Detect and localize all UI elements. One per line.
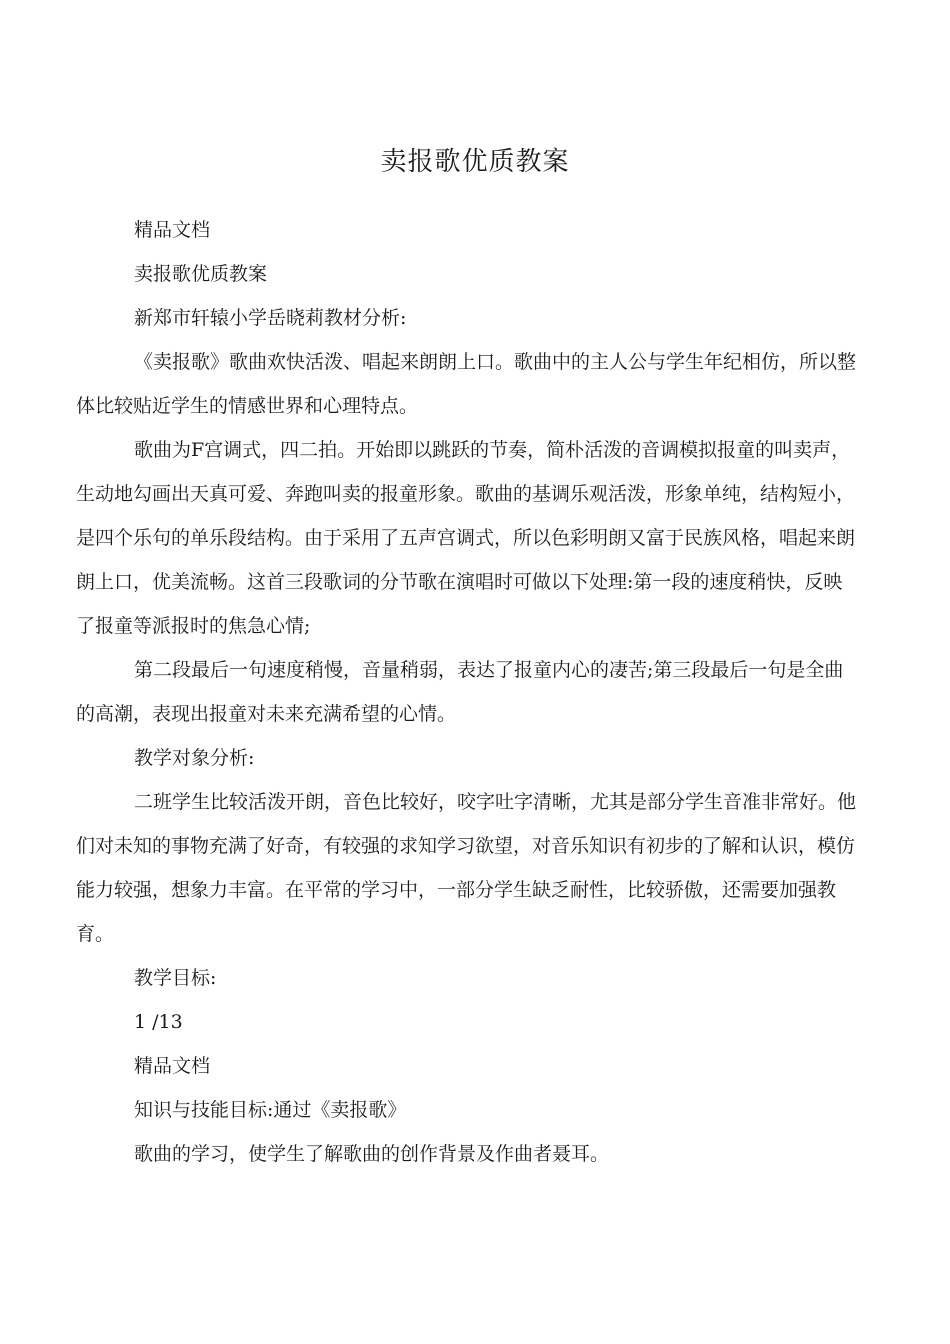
paragraph-skill-goal: 知识与技能目标:通过《卖报歌》 <box>134 1099 407 1121</box>
paragraph-header-label: 精品文档 <box>134 219 211 241</box>
paragraph-analysis: 歌曲为F宫调式，四二拍。开始即以跳跃的节奏，简朴活泼的音调模拟报童的叫卖声，生动地勾画出天真可爱、奔跑叫卖的报童形象。歌曲的基调乐观活泼，形象单纯，结构短小，是四个乐句的单乐段结构。由于采用了五声宫调式，所以色彩明朗又富于民族风格，唱起来朗朗上口，优美流畅。这首三段歌词的分节歌在演唱时可做以下处理:第一段的速度稍快，反映了报童等派报时的焦急心情; <box>76 439 856 637</box>
paragraph-goals-heading: 教学目标: <box>134 967 217 989</box>
paragraph-students: 二班学生比较活泼开朗，音色比较好，咬字吐字清晰，尤其是部分学生音准非常好。他们对未知的事物充满了好奇，有较强的求知学习欲望，对音乐知识有初步的了解和认识，模仿能力较强，想象力丰富。在平常的学习中，一部分学生缺乏耐性，比较骄傲，还需要加强教育。 <box>76 791 857 945</box>
page-number: 1 /13 <box>134 1011 183 1033</box>
paragraph-subtitle: 卖报歌优质教案 <box>134 263 268 285</box>
paragraph-analysis-cont: 第二段最后一句速度稍慢，音量稍弱，表达了报童内心的凄苦;第三段最后一句是全曲的高潮，表现出报童对未来充满希望的心情。 <box>76 659 844 725</box>
paragraph-skill-goal-cont: 歌曲的学习，使学生了解歌曲的创作背景及作曲者聂耳。 <box>134 1143 610 1165</box>
paragraph-students-heading: 教学对象分析: <box>134 747 255 769</box>
document-title: 卖报歌优质教案 <box>380 147 570 177</box>
paragraph-intro: 《卖报歌》歌曲欢快活泼、唱起来朗朗上口。歌曲中的主人公与学生年纪相仿，所以整体比较贴近学生的情感世界和心理特点。 <box>76 351 857 417</box>
paragraph-author: 新郑市轩辕小学岳晓莉教材分析: <box>134 307 407 329</box>
document-body <box>76 208 856 1176</box>
paragraph-header-label-2: 精品文档 <box>134 1055 211 1077</box>
